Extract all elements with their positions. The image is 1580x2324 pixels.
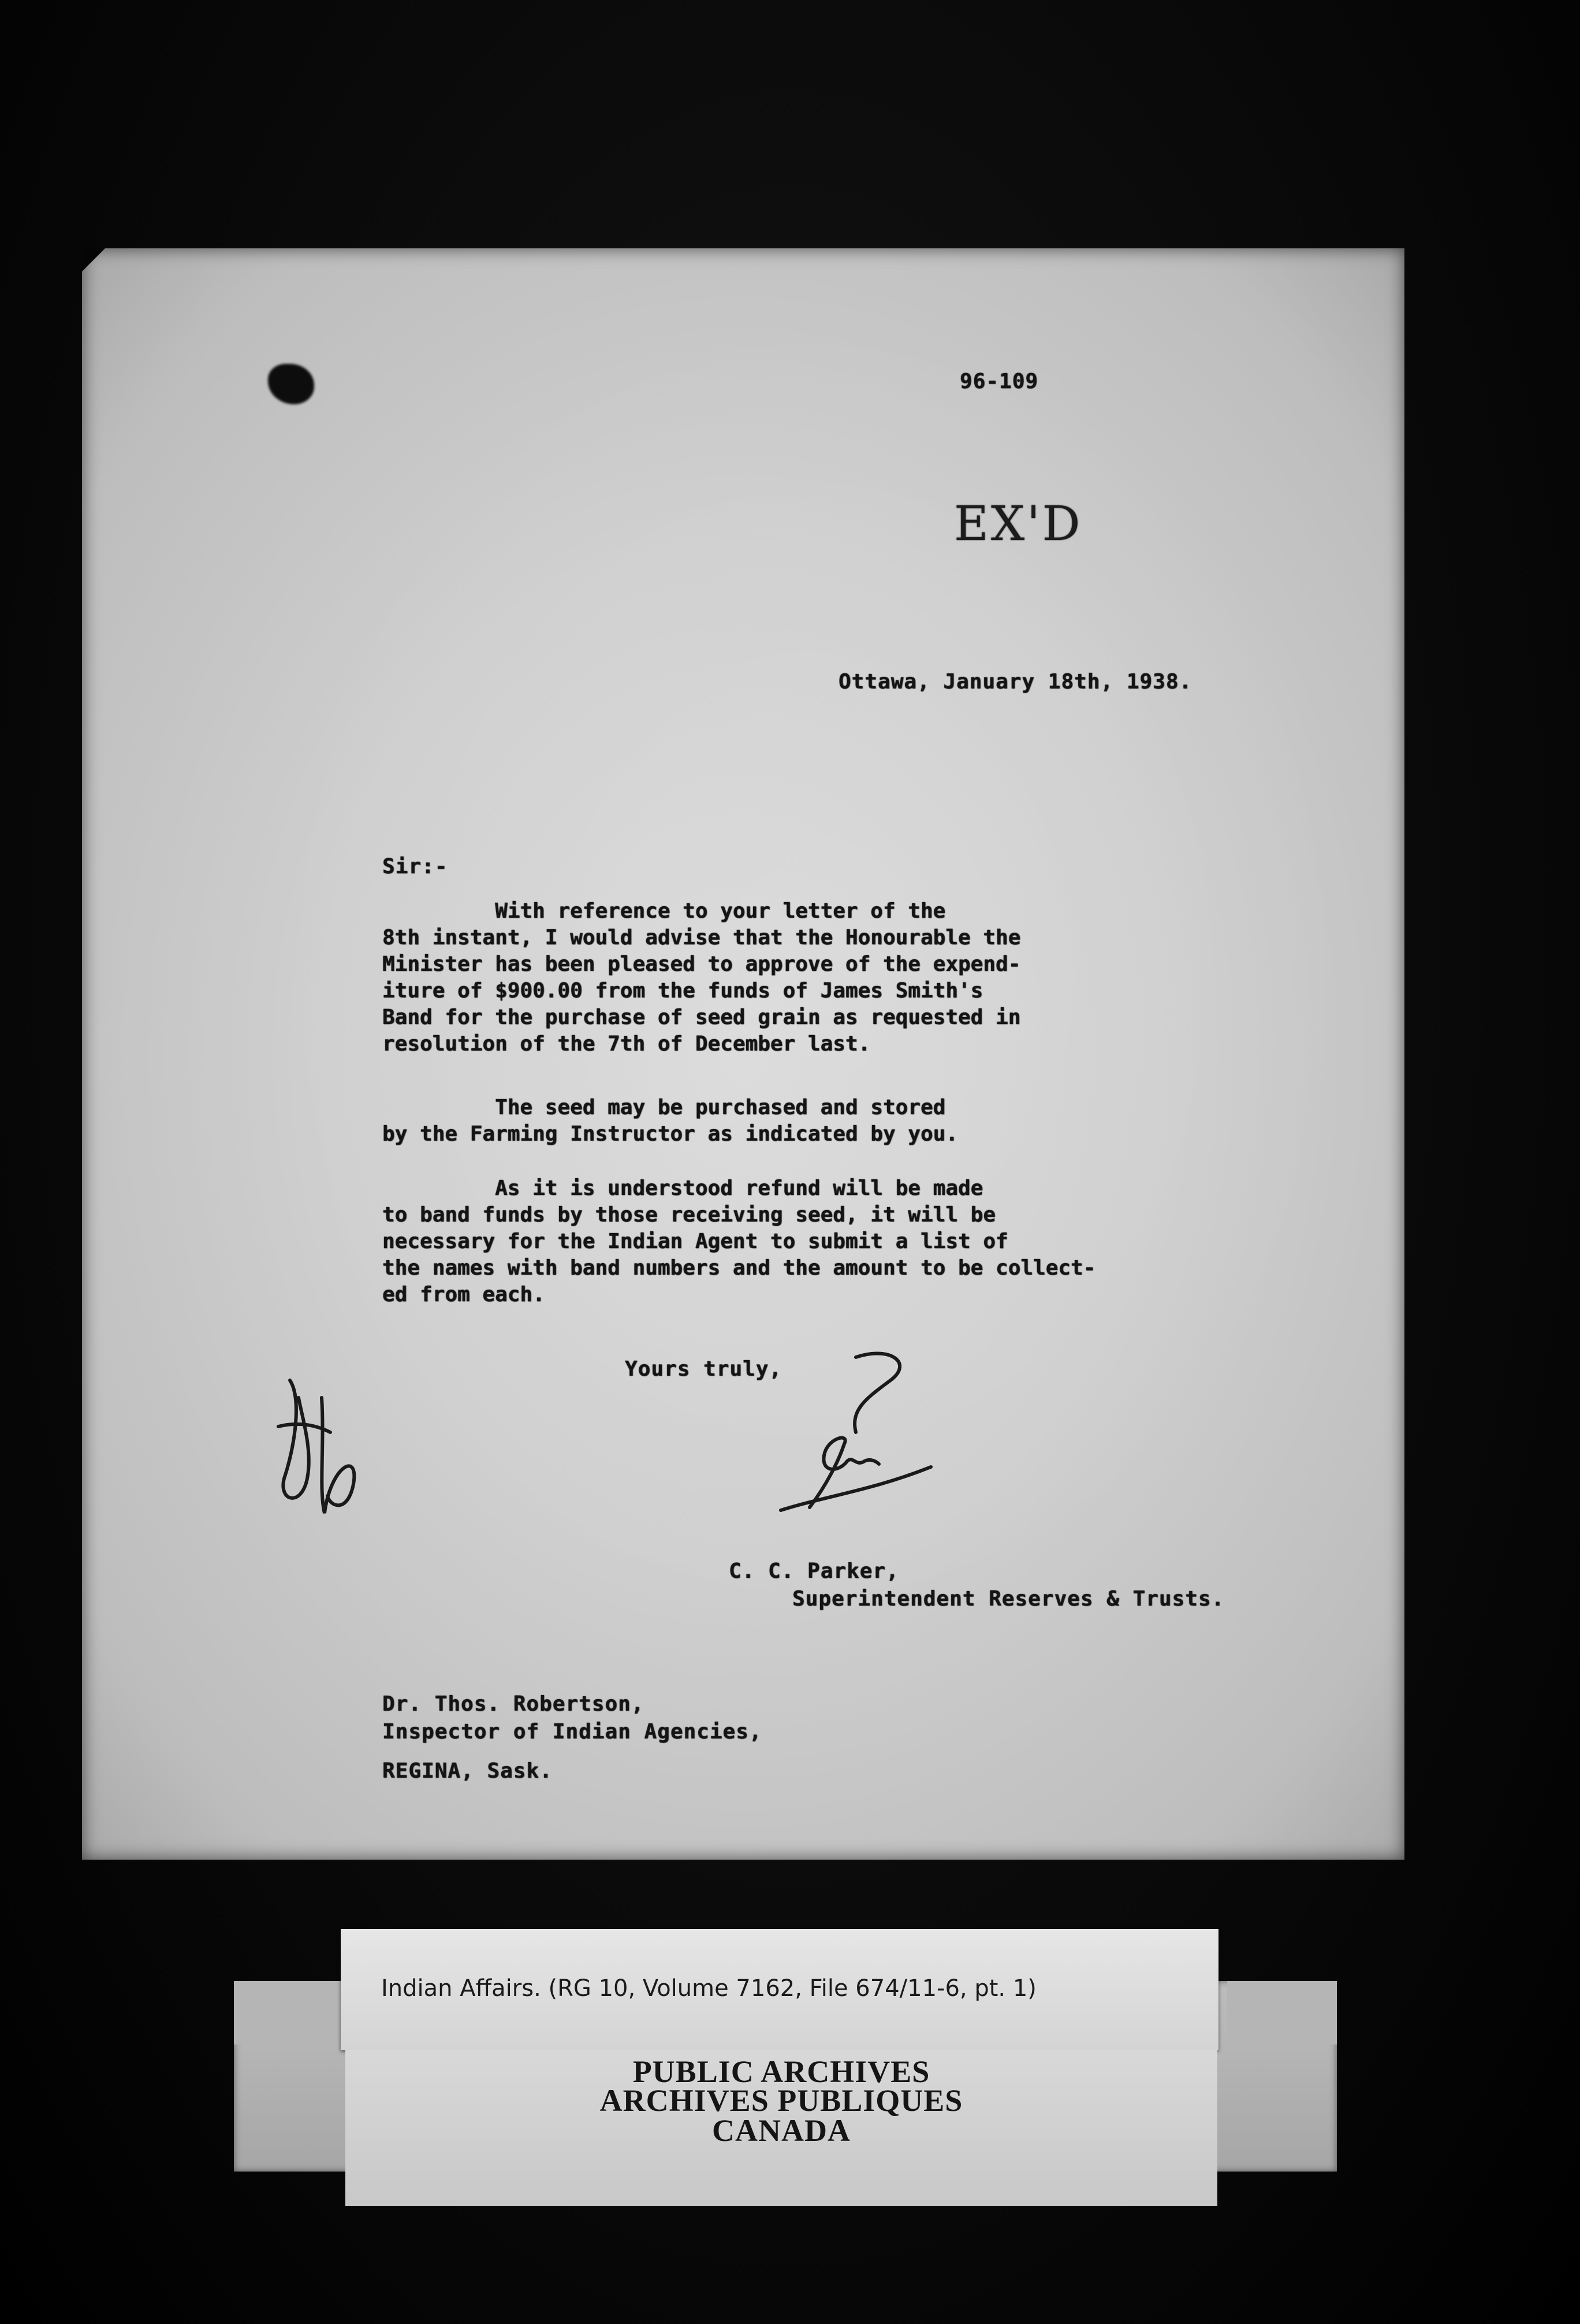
text-line: 8th instant, I would advise that the Honourable the [382,926,1021,949]
signatory-name: C. C. Parker, [729,1559,899,1583]
archive-citation: Indian Affairs. (RG 10, Volume 7162, File 674/11-6, pt. 1) [381,1975,1037,2002]
body-paragraph [382,1094,1318,1148]
text-line: resolution of the 7th of December last. [382,1032,871,1056]
text-line: Band for the purchase of seed grain as requested in [382,1005,1021,1029]
body-paragraph [382,898,1318,1057]
text-line: The seed may be purchased and stored [382,1096,946,1119]
text-line: With reference to your letter of the [382,899,946,923]
handwritten-initials [267,1363,371,1536]
file-number: 96-109 [960,370,1039,393]
addressee-line: Inspector of Indian Agencies, [382,1720,762,1744]
text-line: ed from each. [382,1283,545,1306]
text-line: necessary for the Indian Agent to submit a list of [382,1230,1008,1253]
text-line: to band funds by those receiving seed, it will be [382,1203,996,1227]
dateline: Ottawa, January 18th, 1938. [839,670,1193,694]
letter-page [82,248,1404,1860]
ink-blot [268,364,314,404]
archives-stamp [345,2050,1217,2206]
text-line: by the Farming Instructor as indicated by you. [382,1122,958,1146]
handwritten-signature [740,1346,948,1519]
addressee-line: REGINA, Sask. [382,1759,553,1783]
addressee-line: Dr. Thos. Robertson, [382,1692,644,1716]
body-paragraph [382,1175,1318,1308]
archives-stamp-line: ARCHIVES PUBLIQUES [599,2083,963,2118]
archives-stamp-line: CANADA [712,2113,851,2148]
holder-tab [1227,1981,1337,2044]
signatory-title: Superintendent Reserves & Trusts. [792,1587,1225,1611]
citation-card [341,1929,1218,2050]
closing: Yours truly, [625,1357,782,1381]
salutation: Sir:- [382,855,448,878]
text-line: the names with band numbers and the amount to be collect- [382,1256,1096,1280]
holder-tab [234,1981,344,2044]
examined-stamp: EX'D [954,497,1083,552]
text-line: Minister has been pleased to approve of the expend- [382,952,1021,976]
archives-stamp-line: PUBLIC ARCHIVES [632,2054,930,2089]
page-corner [82,248,105,271]
text-line: iture of $900.00 from the funds of James Smith's [382,979,983,1003]
text-line: As it is understood refund will be made [382,1176,983,1200]
